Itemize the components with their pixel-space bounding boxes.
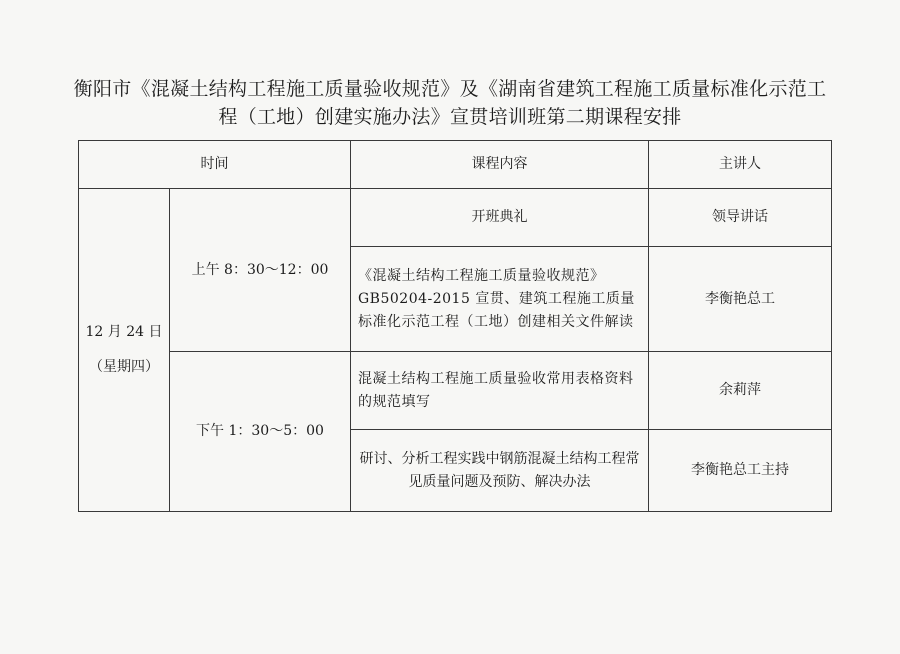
morning-time-cell: 上午 8：30～12：00 xyxy=(170,189,351,352)
date-text: 12 月 24 日 xyxy=(85,324,163,340)
course-content-cell: 混凝土结构工程施工质量验收常用表格资料的规范填写 xyxy=(351,352,649,430)
document-title xyxy=(40,75,860,131)
weekday-text: （星期四） xyxy=(89,359,159,375)
speaker-cell: 余莉萍 xyxy=(649,352,832,430)
afternoon-time-cell: 下午 1：30～5：00 xyxy=(170,352,351,512)
header-row xyxy=(79,141,832,189)
header-time: 时间 xyxy=(79,141,351,189)
course-schedule-table xyxy=(78,140,832,512)
course-content-cell: 开班典礼 xyxy=(351,189,649,247)
table-row xyxy=(79,189,832,247)
course-content-cell: 《混凝土结构工程施工质量验收规范》GB50204-2015 宣贯、建筑工程施工质量标准化示范工程（工地）创建相关文件解读 xyxy=(351,247,649,352)
header-content: 课程内容 xyxy=(351,141,649,189)
speaker-cell: 领导讲话 xyxy=(649,189,832,247)
speaker-cell: 李衡艳总工主持 xyxy=(649,430,832,512)
title-line-1: 衡阳市《混凝土结构工程施工质量验收规范》及《湖南省建筑工程施工质量标准化示范工 xyxy=(73,78,827,100)
table-row xyxy=(79,352,832,430)
date-cell xyxy=(79,189,170,512)
course-content-cell: 研讨、分析工程实践中钢筋混凝土结构工程常见质量问题及预防、解决办法 xyxy=(351,430,649,512)
title-line-2: 程（工地）创建实施办法》宣贯培训班第二期课程安排 xyxy=(218,106,682,128)
speaker-cell: 李衡艳总工 xyxy=(649,247,832,352)
header-speaker: 主讲人 xyxy=(649,141,832,189)
